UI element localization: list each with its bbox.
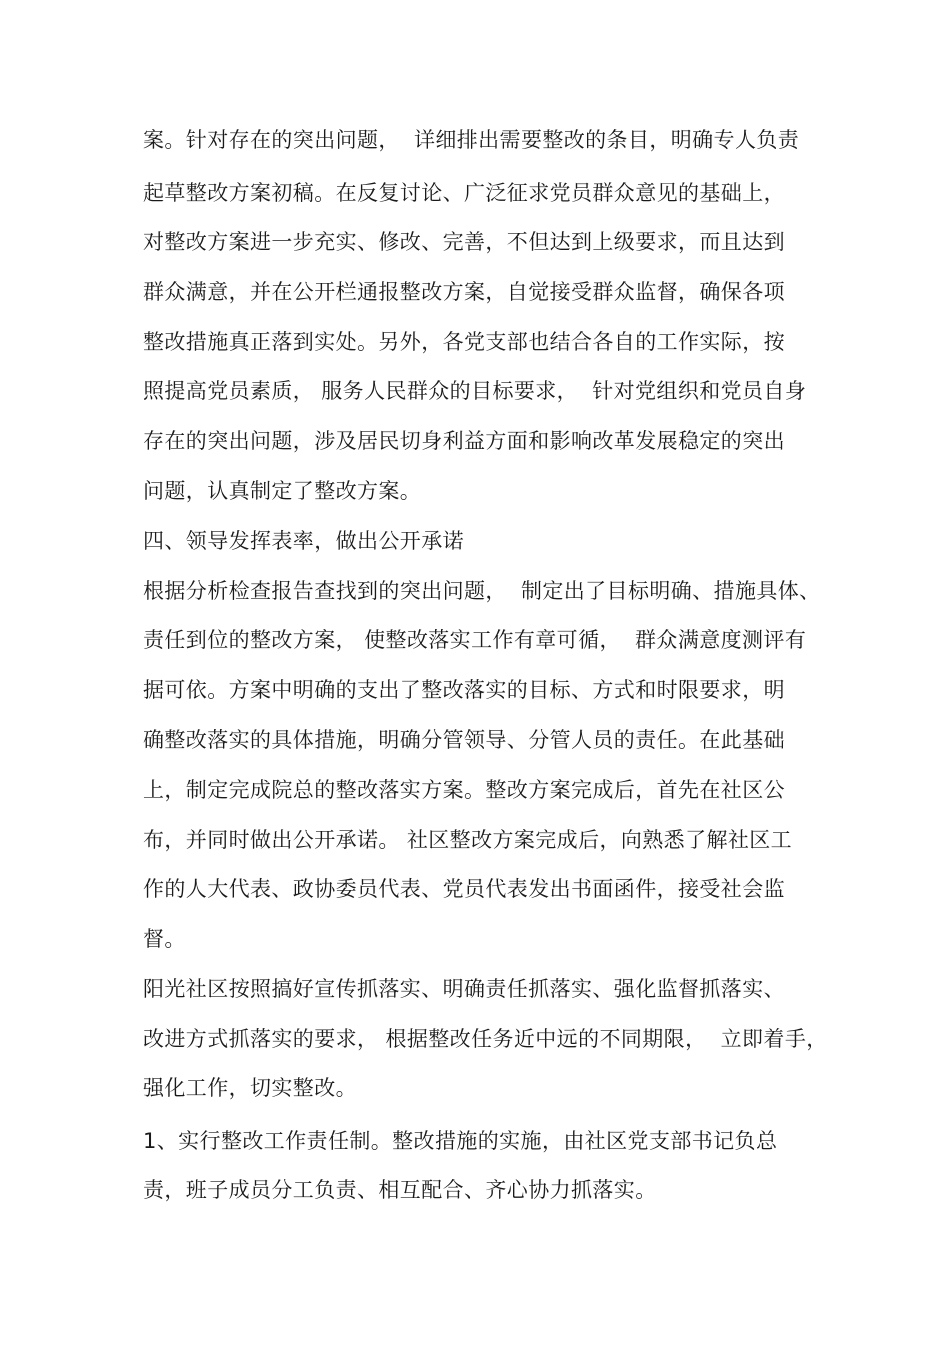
text-line: 确整改落实的具体措施，明确分管领导、分管人员的责任。在此基础 (143, 728, 785, 752)
text-line: 问题，认真制定了整改方案。 (143, 479, 422, 503)
text-line: 强化工作，切实整改。 (143, 1076, 357, 1100)
text-line: 对整改方案进一步充实、修改、完善，不但达到上级要求，而且达到 (143, 230, 785, 254)
text-line: 群众满意，并在公开栏通报整改方案，自觉接受群众监督，确保各项 (143, 280, 785, 304)
section-heading: 四、领导发挥表率，做出公开承诺 (143, 529, 464, 553)
text-line: 根据分析检查报告查找到的突出问题， 制定出了目标明确、措施具体、 (143, 579, 821, 603)
text-line: 督。 (143, 927, 186, 951)
text-line: 阳光社区按照搞好宣传抓落实、明确责任抓落实、强化监督抓落实、 (143, 977, 785, 1001)
text-line: 案。针对存在的突出问题， 详细排出需要整改的条目，明确专人负责 (143, 128, 800, 152)
text-line: 起草整改方案初稿。在反复讨论、广泛征求党员群众意见的基础上， (143, 181, 785, 205)
text-line: 存在的突出问题，涉及居民切身利益方面和影响改革发展稳定的突出 (143, 429, 785, 453)
text-line: 1、实行整改工作责任制。整改措施的实施，由社区党支部书记负总 (143, 1129, 778, 1153)
text-line: 据可依。方案中明确的支出了整改落实的目标、方式和时限要求，明 (143, 678, 785, 702)
text-line: 责，班子成员分工负责、相互配合、齐心协力抓落实。 (143, 1178, 657, 1202)
text-line: 上，制定完成院总的整改落实方案。整改方案完成后，首先在社区公 (143, 778, 785, 802)
text-line: 改进方式抓落实的要求， 根据整改任务近中远的不同期限， 立即着手， (143, 1027, 828, 1051)
text-line: 作的人大代表、政协委员代表、党员代表发出书面函件，接受社会监 (143, 877, 785, 901)
text-line: 责任到位的整改方案， 使整改落实工作有章可循， 群众满意度测评有 (143, 628, 807, 652)
text-line: 整改措施真正落到实处。另外，各党支部也结合各自的工作实际，按 (143, 330, 785, 354)
text-line: 照提高党员素质， 服务人民群众的目标要求， 针对党组织和党员自身 (143, 379, 807, 403)
text-line: 布，并同时做出公开承诺。 社区整改方案完成后，向熟悉了解社区工 (143, 828, 793, 852)
